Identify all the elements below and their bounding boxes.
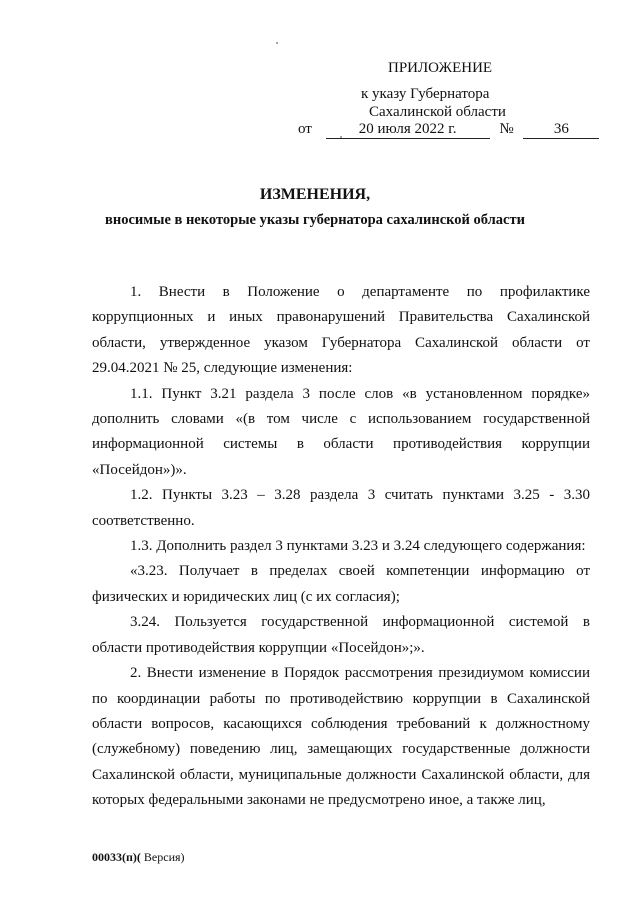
number-label: № — [499, 121, 514, 137]
paragraph: 1.2. Пункты 3.23 – 3.28 раздела 3 считать пунктами 3.25 - 3.30 соответственно. — [92, 487, 590, 529]
from-label: от — [298, 121, 312, 137]
decree-date: 20 июля 2022 г. — [326, 121, 490, 139]
paragraph: 3.24. Пользуется государственной информационной системой в области противодействия коррупции «Посейдон»;». — [92, 614, 590, 656]
appendix-date-line — [298, 121, 599, 139]
page-title: ИЗМЕНЕНИЯ, — [259, 186, 371, 203]
page-subtitle: вносимые в некоторые указы губернатора сахалинской области — [105, 212, 525, 228]
footer-code: 00033(п)( — [92, 850, 141, 864]
footer-version: Версия) — [140, 850, 185, 864]
document-body — [92, 280, 590, 814]
paragraph: «3.23. Получает в пределах своей компетенции информацию от физических и юридических лиц (с их согласия); — [92, 563, 590, 605]
paragraph: 1. Внести в Положение о департаменте по профилактике коррупционных и иных правонарушений Правительства Сахалинской области, утвержденное указом Губернатора Сахалинской области от 29.04.2021 № 25, следующие изменения: — [92, 284, 590, 377]
appendix-line-1: к указу Губернатора — [361, 86, 490, 102]
appendix-line-2: Сахалинской области — [369, 104, 506, 120]
decree-number: 36 — [523, 121, 599, 139]
paragraph: 2. Внести изменение в Порядок рассмотрения президиумом комиссии по координации работы по противодействию коррупции в Сахалинской области вопросов, касающихся соблюдения требований к должностному (служебному) поведению лиц, замещающих государственные должности Сахалинской области, муниципальные должности Сахалинской области, для которых федеральными законами не предусмотрено иное, а также лиц, — [92, 665, 590, 809]
paragraph: 1.1. Пункт 3.21 раздела 3 после слов «в установленном порядке» дополнить словами «(в том числе с использованием государственной информационной системы в области противодействия коррупции «Посейдон»)». — [92, 385, 590, 478]
paragraph: 1.3. Дополнить раздел 3 пунктами 3.23 и 3.24 следующего содержания: — [130, 538, 586, 555]
footer — [92, 850, 185, 865]
scan-speck — [276, 42, 278, 44]
appendix-title: ПРИЛОЖЕНИЕ — [388, 60, 493, 76]
